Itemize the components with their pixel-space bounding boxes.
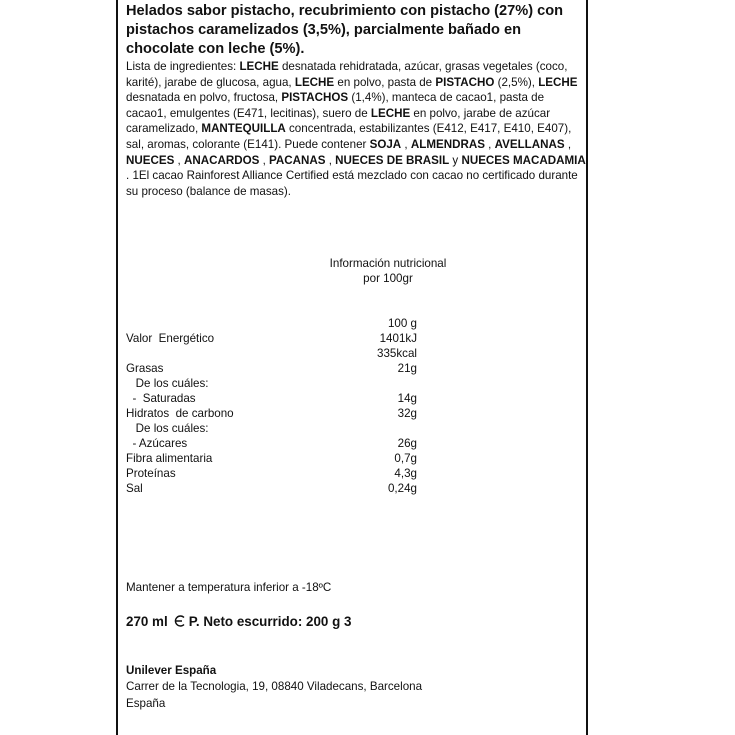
storage-instructions: Mantener a temperatura inferior a -18ºC [126, 581, 332, 594]
nutrition-row [126, 406, 526, 421]
nutrient-value: 26g [397, 437, 417, 450]
nutrition-row [126, 361, 526, 376]
nutrient-value: 0,7g [394, 452, 417, 465]
nutrient-name: - Saturadas [126, 392, 196, 405]
nutrient-name: Proteínas [126, 467, 176, 480]
net-volume: 270 ml [126, 614, 168, 629]
nutrition-row [126, 466, 526, 481]
allergen: LECHE [538, 75, 578, 89]
allergen: NUECES MACADAMIA [461, 153, 586, 167]
nutrient-name: Fibra alimentaria [126, 452, 213, 465]
ingredient-text: desnatada en polvo, fructosa, [126, 91, 282, 105]
company-name: Unilever España [126, 664, 217, 677]
allergen: LECHE [370, 106, 411, 120]
ingredient-text: , [325, 153, 336, 167]
allergen: AVELLANAS [494, 137, 565, 151]
company-address: Carrer de la Tecnologia, 19, 08840 Viladecans, Barcelona [126, 680, 423, 693]
ingredient-text: , [564, 137, 572, 151]
nutrient-name: De los cuáles: [126, 422, 209, 435]
net-quantity [126, 613, 351, 630]
allergen: MANTEQUILLA [201, 122, 286, 136]
allergen: SOJA [369, 137, 402, 151]
ingredients-list [126, 59, 586, 199]
nutrition-row [126, 346, 526, 361]
allergen: LECHE [294, 75, 335, 89]
ingredient-text: , [484, 137, 495, 151]
product-title: Helados sabor pistacho, recubrimiento con pistacho (27%) con pistachos caramelizados (3,5%), parcialmente bañado en chocolate con leche (5%). [126, 3, 564, 57]
ingredient-text: desnatada rehidratada, azúcar, grasas vegetales (coco, karité), jarabe de glucosa, agua, [126, 60, 568, 89]
nutrition-per: por 100gr [363, 272, 413, 285]
nutrient-value: 32g [397, 407, 417, 420]
ingredient-text: , [174, 153, 184, 167]
nutrition-title: Información nutricional [329, 257, 447, 270]
nutrient-value: 21g [397, 362, 417, 375]
estimated-sign-icon [171, 615, 187, 627]
nutrient-value: 0,24g [387, 482, 417, 495]
net-drained-weight: P. Neto escurrido: 200 g 3 [188, 614, 352, 629]
allergen: PACANAS [269, 153, 326, 167]
nutrient-name: Sal [126, 482, 143, 495]
nutrient-name: Valor Energético [126, 332, 215, 345]
nutrient-name: Grasas [126, 362, 164, 375]
allergen: NUECES [126, 153, 175, 167]
nutrient-name: Hidratos de carbono [126, 407, 234, 420]
nutrient-value: 1401kJ [379, 332, 417, 345]
nutrition-heading [318, 256, 458, 286]
nutrition-row [126, 316, 526, 331]
ingredient-text: , [401, 137, 411, 151]
product-label [116, 0, 588, 735]
nutrition-row [126, 481, 526, 496]
ingredient-text: Lista de ingredientes: [126, 60, 240, 73]
ingredient-text: (2,5%), [494, 75, 539, 89]
nutrition-row [126, 331, 526, 346]
nutrient-value: 14g [397, 392, 417, 405]
ingredient-text: en polvo, jarabe de azúcar caramelizado, [126, 106, 551, 136]
nutrient-value: 4,3g [394, 467, 417, 480]
ingredient-text: concentrada, estabilizantes (E412, E417, E410, E407), sal, aromas, colorante (E141). Puede contener [126, 122, 572, 151]
ingredient-text: , [259, 153, 270, 167]
ingredient-text: y [449, 153, 462, 167]
allergen: ANACARDOS [184, 153, 260, 167]
nutrition-row [126, 451, 526, 466]
allergen: PISTACHO [435, 75, 495, 89]
nutrient-value: 335kcal [377, 347, 417, 360]
nutrition-row [126, 376, 526, 391]
nutrient-name: - Azúcares [126, 437, 188, 450]
nutrition-row [126, 421, 526, 436]
allergen: NUECES DE BRASIL [335, 153, 450, 167]
nutrition-row [126, 391, 526, 406]
ingredient-text: . 1El cacao Rainforest Alliance Certified está mezclado con cacao no certificado durante su proceso (balance de masas). [126, 169, 578, 198]
allergen: LECHE [239, 60, 279, 73]
nutrition-row [126, 436, 526, 451]
ingredient-text: (1,4%), manteca de cacao1, pasta de cacao1, emulgentes (E471, lecitinas), suero de [126, 91, 545, 120]
nutrient-value: 100 g [387, 317, 417, 330]
company-country: España [126, 697, 166, 710]
allergen: PISTACHOS [281, 91, 349, 105]
allergen: ALMENDRAS [410, 137, 485, 151]
ingredient-text: en polvo, pasta de [334, 75, 436, 89]
nutrient-name: De los cuáles: [126, 377, 209, 390]
